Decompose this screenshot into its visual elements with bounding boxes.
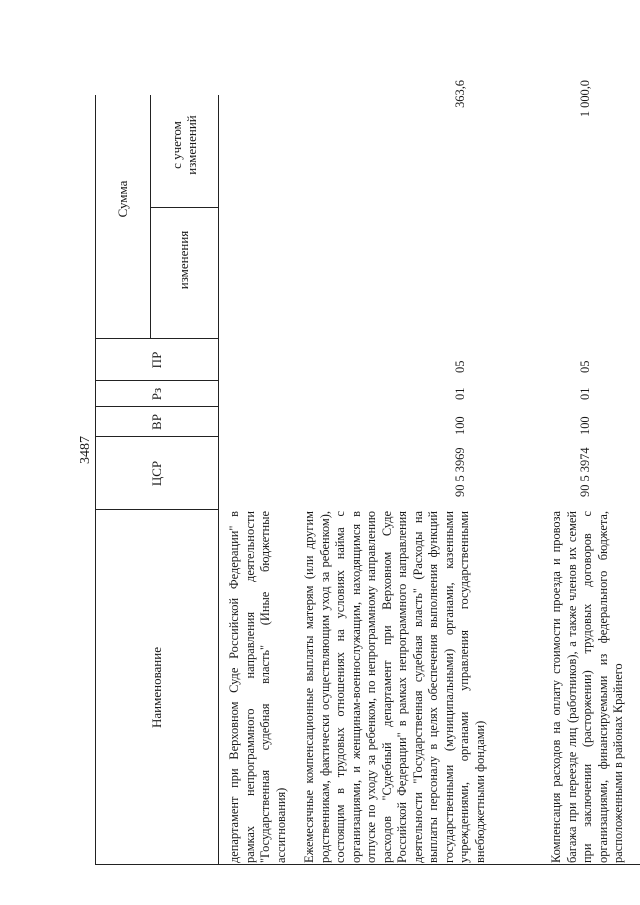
row-csr: 90 5 3974 (578, 447, 592, 497)
header-vr: ВР (148, 414, 164, 430)
sum-split-rule (150, 95, 151, 339)
row-rz: 01 (453, 387, 467, 400)
column-rule (95, 406, 218, 407)
header-rz: Рз (148, 387, 164, 401)
header-with-changes: с учетом изменений (169, 115, 199, 175)
row-with-changes: 1 000,0 (578, 80, 592, 118)
row-csr: 90 5 3969 (453, 447, 467, 497)
row-name: Ежемесячные компенсационные выплаты матерям (или другим родственникам, фактически осуществляющим уход за ребенком), состоящим в трудовых отношениях на условиях найма с организациями, и женщинам-военнослужащим, находящимся в отпуске по уходу за ребенком, по непрограммному направлению расходов "Судебный департамент при Верховном Суде Российской Федерации" в рамках непрограммного направления деятельности "Государственная судебная власть" (Расходы на выплаты персоналу в целях обеспечения выполнения функций государственными (муниципальными) органами, казенными учреждениями, органами управления государственными внебюджетными фондами) (302, 511, 487, 863)
row-name: департамент при Верховном Суде Российской Федерации" в рамках непрограммного направления деятельности "Государственная судебная власть" (Иные бюджетные ассигнования) (227, 511, 288, 863)
column-rule (150, 207, 218, 208)
header-bottom-rule (218, 95, 219, 865)
row-pr: 05 (453, 360, 467, 373)
column-rule (95, 436, 218, 437)
row-vr: 100 (453, 416, 467, 435)
header-csr: ЦСР (148, 460, 164, 487)
row-pr: 05 (578, 360, 592, 373)
column-rule (95, 338, 218, 339)
column-rule (95, 864, 640, 865)
header-name: Наименование (148, 647, 164, 728)
header-sum: Сумма (114, 180, 130, 218)
header-pr: ПР (148, 351, 164, 369)
row-name: Компенсация расходов на оплату стоимости проезда и провоза багажа при переезде лиц (работников), а также членов их семей при заключении (расторжении) трудовых договоров с организациями, финансируемыми из федерального бюджета, расположенными в районах Крайнего (549, 511, 625, 863)
row-rz: 01 (578, 387, 592, 400)
column-rule (95, 380, 218, 381)
table-top-rule (95, 95, 96, 865)
header-changes: изменения (176, 230, 191, 290)
row-vr: 100 (578, 416, 592, 435)
page-number: 3487 (78, 436, 93, 464)
row-with-changes: 363,6 (453, 80, 467, 108)
column-rule (95, 509, 218, 510)
